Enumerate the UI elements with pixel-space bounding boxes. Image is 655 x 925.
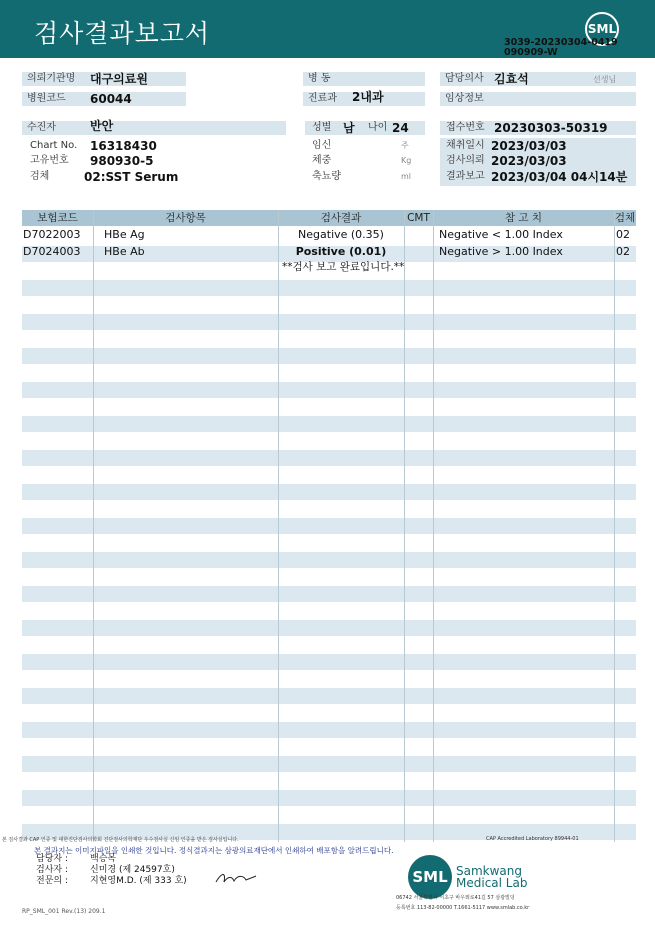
table-row-stripe <box>22 416 636 432</box>
col-reference: 참 고 치 <box>504 212 543 224</box>
row-item: HBe Ab <box>104 245 145 258</box>
clinical-label: 임상정보 <box>440 92 636 106</box>
reporter-label: 담당자 : <box>36 854 68 864</box>
accession-label: 접수번호 <box>446 122 485 133</box>
dept-label: 진료과 <box>303 92 425 106</box>
doctor-suffix: 선생님 <box>593 75 617 84</box>
col-divider <box>614 210 615 842</box>
sml-logo-icon: SML <box>585 12 619 46</box>
table-row-stripe <box>22 790 636 806</box>
table-row-stripe <box>22 586 636 602</box>
report-title: 검사결과보고서 <box>34 19 211 48</box>
institution-label: 의뢰기관명 <box>22 72 186 86</box>
report-date-value: 2023/03/04 04시14분 <box>491 170 628 184</box>
specimen-label: 검체 <box>30 171 50 182</box>
pregnancy-label: 임신 <box>312 140 332 151</box>
col-insurance-code: 보험코드 <box>37 212 78 224</box>
lab-name: Samkwang Medical Lab <box>456 864 528 890</box>
table-row-stripe <box>22 620 636 636</box>
reporter-name: 백승목 <box>90 854 117 864</box>
doctor-label: 담당의사 <box>440 72 636 86</box>
table-row-stripe <box>22 382 636 398</box>
table-row-stripe <box>22 756 636 772</box>
col-divider <box>93 210 94 842</box>
col-result: 검사결과 <box>320 212 362 224</box>
accession-value: 20230303-50319 <box>494 121 608 135</box>
lab-logo-icon: SML <box>408 855 452 899</box>
tester-name: 신미경 (제 24597호) <box>90 865 175 875</box>
col-divider <box>278 210 279 842</box>
report-date-label: 결과보고 <box>446 171 485 182</box>
specialist-label: 전문의 : <box>36 876 68 886</box>
urine-unit: ml <box>401 172 412 181</box>
collect-value: 2023/03/03 <box>491 139 567 153</box>
image-print-notice: 본 결과지는 이미지파일을 인쇄한 것입니다. 정식결과지는 삼광의료재단에서 인쇄하여 배포함을 알려드립니다. <box>34 846 394 855</box>
col-cmt: CMT <box>407 212 430 224</box>
age-value: 24 <box>392 121 409 135</box>
chart-value: 16318430 <box>90 139 157 153</box>
urine-label: 축뇨량 <box>312 171 341 182</box>
row-code: D7024003 <box>23 245 81 258</box>
row-result: Negative (0.35) <box>298 228 384 241</box>
row-specimen: 02 <box>616 245 630 258</box>
row-specimen: 02 <box>616 228 630 241</box>
table-row-stripe <box>22 722 636 738</box>
specialist-name: 지현영M.D. (제 333 호) <box>90 876 187 886</box>
report-complete-note: **검사 보고 완료입니다.** <box>282 261 405 273</box>
sex-value: 남 <box>343 121 355 135</box>
chart-label: Chart No. <box>30 140 78 151</box>
signature-image <box>214 870 258 886</box>
unique-id-label: 고유번호 <box>30 155 69 166</box>
col-divider <box>433 210 434 842</box>
pregnancy-unit: 주 <box>401 141 409 150</box>
hospital-code-label: 병원코드 <box>22 92 186 106</box>
table-row-stripe <box>22 280 636 296</box>
institution-value: 대구의료원 <box>90 72 148 86</box>
row-item: HBe Ag <box>104 228 145 241</box>
table-header <box>22 210 636 226</box>
col-test-item: 검사항목 <box>165 212 206 224</box>
table-row-stripe <box>22 450 636 466</box>
table-row-stripe <box>22 348 636 364</box>
specimen-value: 02:SST Serum <box>84 170 179 184</box>
col-divider <box>404 210 405 842</box>
collect-label: 채취일시 <box>446 140 485 151</box>
age-label: 나이 <box>368 122 388 133</box>
table-row-stripe <box>22 518 636 534</box>
row-code: D7022003 <box>23 228 81 241</box>
row-result: Positive (0.01) <box>295 245 387 258</box>
row-reference: Negative > 1.00 Index <box>439 245 563 258</box>
table-row-stripe <box>22 552 636 568</box>
revision-code: RP_SML_001 Rev.(13) 209.1 <box>22 908 106 915</box>
weight-unit: Kg <box>401 156 412 165</box>
unique-id-value: 980930-5 <box>90 154 154 168</box>
request-value: 2023/03/03 <box>491 154 567 168</box>
cap-note: CAP Accredited Laboratory 89944-01 <box>486 836 579 842</box>
doctor-value: 김효석 <box>494 72 529 86</box>
table-row-stripe <box>22 484 636 500</box>
col-specimen: 검체 <box>614 212 636 224</box>
request-label: 검사의뢰 <box>446 155 485 166</box>
weight-label: 체중 <box>312 155 332 166</box>
tester-label: 검사자 : <box>36 865 68 875</box>
table-row-stripe <box>22 654 636 670</box>
lab-address: 06742 서울특별시 서초구 바우뫼로41길 57 삼광빌딩 <box>396 895 515 901</box>
hospital-code-value: 60044 <box>90 92 132 106</box>
table-row-stripe <box>22 314 636 330</box>
certification-note: 본 검사결과 CAP 인증 및 대한진단검사의학회 진단검사의학재단 우수검사실 신임 인증을 받은 검사실입니다. <box>2 837 239 843</box>
patient-name-value: 반안 <box>90 119 114 133</box>
dept-value: 2내과 <box>352 90 384 104</box>
table-row-stripe <box>22 688 636 704</box>
patient-name-label: 수진자 <box>22 121 286 135</box>
sex-label: 성별 <box>312 122 332 133</box>
row-reference: Negative < 1.00 Index <box>439 228 563 241</box>
ward-label: 병 동 <box>303 72 425 86</box>
report-id: 3039-20230304-0419 090909-W <box>504 37 618 58</box>
lab-contact: 등록번호 113-82-00000 T.1661-5117 www.smlab.co.kr <box>396 905 530 911</box>
